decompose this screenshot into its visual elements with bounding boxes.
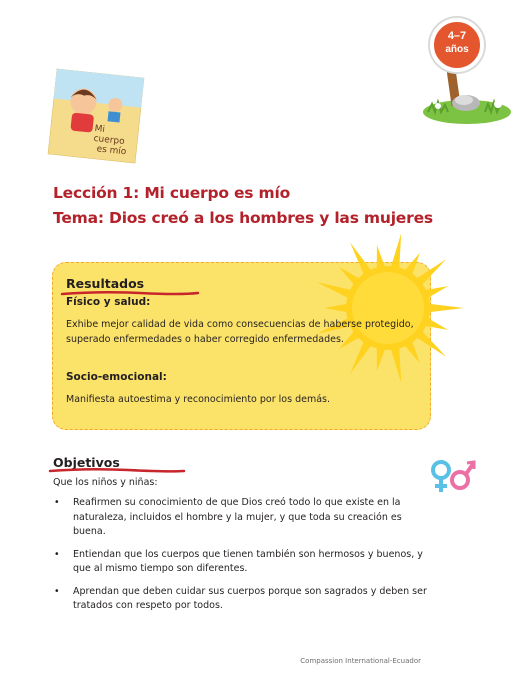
sun-ray — [324, 304, 348, 313]
objective-item — [53, 496, 433, 540]
objective-text: Entiendan que los cuerpos que tienen también son hermosos y buenos, y que al mismo tiempo son diferentes. — [73, 548, 423, 574]
topic-title: Tema: Dios creó a los hombres y las mujeres — [53, 209, 433, 227]
sun-icon — [308, 228, 468, 388]
bullet: • — [54, 497, 60, 508]
sun-ray — [428, 304, 464, 313]
sun-ray — [391, 233, 402, 269]
sun-ray — [377, 245, 386, 270]
results-heading: Resultados — [66, 276, 145, 291]
bullet: • — [54, 548, 60, 560]
objective-item — [53, 548, 433, 577]
sun-ray — [391, 346, 402, 382]
objectives-underline — [48, 467, 186, 475]
age-circle — [430, 18, 484, 72]
book-cover-text-2: cuerpo — [93, 133, 126, 148]
sun-ray — [317, 282, 353, 299]
book-cover-illustration — [48, 69, 145, 164]
socio-emotional-text: Manifiesta autoestima y reconocimiento por los demás. — [66, 394, 330, 405]
book-cover-text-1: Mi — [94, 123, 106, 135]
lesson-title: Lección 1: Mi cuerpo es mío — [53, 184, 291, 202]
gender-symbols-icon — [427, 456, 477, 496]
bullet: • — [54, 585, 60, 597]
objectives-list — [53, 496, 433, 622]
book-cover-image — [48, 69, 145, 164]
footer-credit: Compassion International-Ecuador — [300, 657, 421, 665]
socio-emotional-heading: Socio-emocional: — [66, 371, 167, 383]
objective-text: Aprendan que deben cuidar sus cuerpos porque son sagrados y deben ser tratados con respeto por todos. — [73, 585, 427, 611]
objectives-heading: Objetivos — [53, 455, 120, 470]
objectives-intro: Que los niños y niñas: — [53, 477, 158, 488]
age-range: 4–7 — [447, 30, 467, 42]
book-cover-text-3: es mío — [96, 144, 127, 158]
age-unit: años — [445, 44, 469, 55]
objective-text: Reafirmen su conocimiento de que Dios creó todo lo que existe en la naturaleza, incluidos el hombre y la mujer, y que toda su creación es buena. — [73, 497, 402, 537]
objective-item — [53, 585, 433, 614]
physical-health-heading: Físico y salud: — [66, 296, 151, 308]
age-badge — [410, 0, 525, 130]
sun-ray — [377, 346, 386, 371]
physical-health-text: Exhibe mejor calidad de vida como consecuencias de haberse protegido, superado enfermedades o haber corregido enfermedades. — [66, 319, 414, 345]
